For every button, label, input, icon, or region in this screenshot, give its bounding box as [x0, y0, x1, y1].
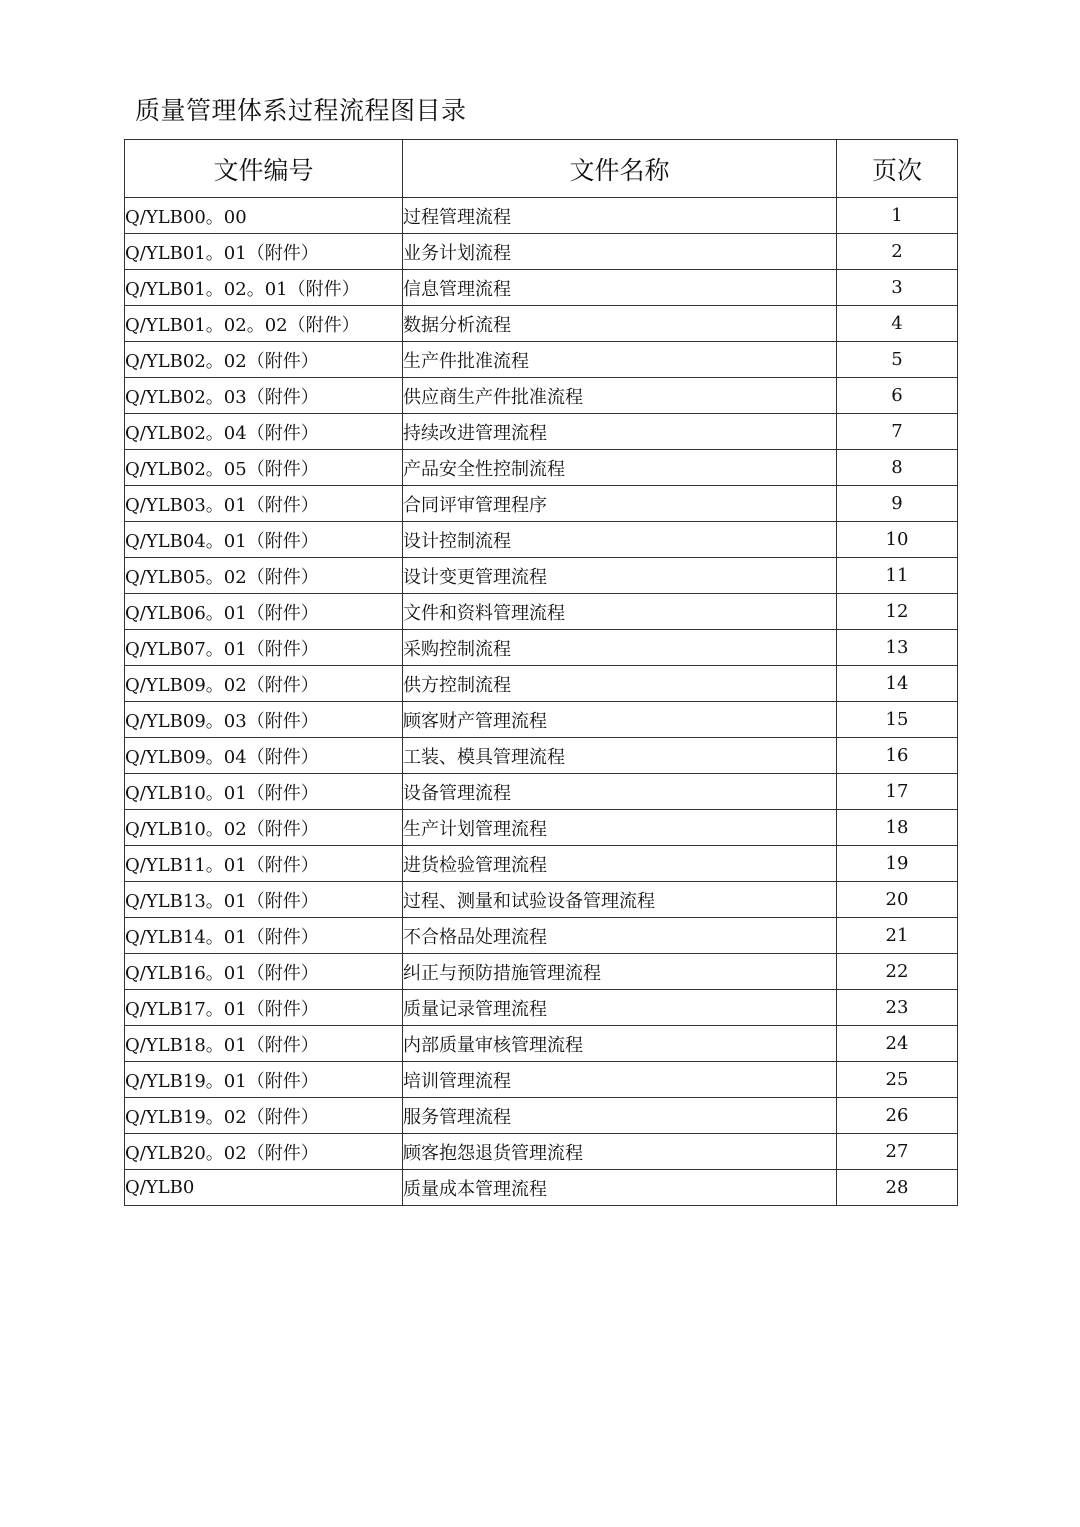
page-number-cell: 12 — [837, 594, 958, 630]
file-code-cell: Q/YLB09。02（附件） — [125, 666, 403, 702]
page-number-cell: 15 — [837, 702, 958, 738]
table-row — [125, 918, 958, 954]
file-name-cell: 供方控制流程 — [403, 666, 837, 702]
file-code-cell: Q/YLB09。04（附件） — [125, 738, 403, 774]
file-code-cell: Q/YLB03。01（附件） — [125, 486, 403, 522]
file-code-cell: Q/YLB11。01（附件） — [125, 846, 403, 882]
file-code-cell: Q/YLB01。02。02（附件） — [125, 306, 403, 342]
file-code-cell: Q/YLB19。02（附件） — [125, 1098, 403, 1134]
table-row — [125, 774, 958, 810]
table-row — [125, 702, 958, 738]
file-name-cell: 培训管理流程 — [403, 1062, 837, 1098]
file-code-cell: Q/YLB20。02（附件） — [125, 1134, 403, 1170]
table-row — [125, 1062, 958, 1098]
file-name-cell: 持续改进管理流程 — [403, 414, 837, 450]
file-code-cell: Q/YLB02。02（附件） — [125, 342, 403, 378]
file-code-cell: Q/YLB06。01（附件） — [125, 594, 403, 630]
file-name-cell: 顾客抱怨退货管理流程 — [403, 1134, 837, 1170]
page-number-cell: 5 — [837, 342, 958, 378]
table-row — [125, 954, 958, 990]
page-number-cell: 17 — [837, 774, 958, 810]
file-name-cell: 生产计划管理流程 — [403, 810, 837, 846]
file-name-cell: 数据分析流程 — [403, 306, 837, 342]
table-header-row — [125, 140, 958, 198]
page-number-cell: 9 — [837, 486, 958, 522]
page-number-cell: 7 — [837, 414, 958, 450]
page-number-cell: 27 — [837, 1134, 958, 1170]
file-code-cell: Q/YLB02。03（附件） — [125, 378, 403, 414]
page-number-cell: 26 — [837, 1098, 958, 1134]
file-code-cell: Q/YLB16。01（附件） — [125, 954, 403, 990]
table-row — [125, 198, 958, 234]
file-name-cell: 文件和资料管理流程 — [403, 594, 837, 630]
page-number-cell: 18 — [837, 810, 958, 846]
file-name-cell: 过程管理流程 — [403, 198, 837, 234]
header-file-code: 文件编号 — [125, 140, 403, 198]
file-code-cell: Q/YLB07。01（附件） — [125, 630, 403, 666]
file-code-cell: Q/YLB09。03（附件） — [125, 702, 403, 738]
page-number-cell: 14 — [837, 666, 958, 702]
page-number-cell: 11 — [837, 558, 958, 594]
table-row — [125, 1098, 958, 1134]
header-file-name: 文件名称 — [403, 140, 837, 198]
file-name-cell: 工装、模具管理流程 — [403, 738, 837, 774]
table-body — [125, 198, 958, 1206]
table-row — [125, 414, 958, 450]
page-number-cell: 19 — [837, 846, 958, 882]
file-code-cell: Q/YLB02。04（附件） — [125, 414, 403, 450]
file-code-cell: Q/YLB19。01（附件） — [125, 1062, 403, 1098]
catalog-table — [124, 139, 958, 1206]
table-row — [125, 342, 958, 378]
file-code-cell: Q/YLB14。01（附件） — [125, 918, 403, 954]
page-number-cell: 25 — [837, 1062, 958, 1098]
file-name-cell: 顾客财产管理流程 — [403, 702, 837, 738]
file-name-cell: 内部质量审核管理流程 — [403, 1026, 837, 1062]
table-row — [125, 1134, 958, 1170]
file-name-cell: 产品安全性控制流程 — [403, 450, 837, 486]
file-name-cell: 纠正与预防措施管理流程 — [403, 954, 837, 990]
table-row — [125, 810, 958, 846]
page-number-cell: 20 — [837, 882, 958, 918]
file-name-cell: 不合格品处理流程 — [403, 918, 837, 954]
file-code-cell: Q/YLB00。00 — [125, 198, 403, 234]
table-row — [125, 738, 958, 774]
page-number-cell: 28 — [837, 1170, 958, 1206]
file-name-cell: 生产件批准流程 — [403, 342, 837, 378]
page-number-cell: 23 — [837, 990, 958, 1026]
table-row — [125, 522, 958, 558]
page-number-cell: 22 — [837, 954, 958, 990]
page-number-cell: 16 — [837, 738, 958, 774]
table-row — [125, 846, 958, 882]
file-code-cell: Q/YLB17。01（附件） — [125, 990, 403, 1026]
page-number-cell: 3 — [837, 270, 958, 306]
file-name-cell: 业务计划流程 — [403, 234, 837, 270]
file-code-cell: Q/YLB01。02。01（附件） — [125, 270, 403, 306]
page-number-cell: 6 — [837, 378, 958, 414]
file-name-cell: 设计控制流程 — [403, 522, 837, 558]
table-row — [125, 378, 958, 414]
file-name-cell: 信息管理流程 — [403, 270, 837, 306]
table-row — [125, 306, 958, 342]
page-number-cell: 10 — [837, 522, 958, 558]
page-number-cell: 2 — [837, 234, 958, 270]
file-code-cell: Q/YLB0 — [125, 1170, 403, 1206]
table-row — [125, 630, 958, 666]
table-row — [125, 450, 958, 486]
page-number-cell: 8 — [837, 450, 958, 486]
table-row — [125, 882, 958, 918]
header-page: 页次 — [837, 140, 958, 198]
file-code-cell: Q/YLB10。01（附件） — [125, 774, 403, 810]
page-number-cell: 21 — [837, 918, 958, 954]
table-row — [125, 234, 958, 270]
file-name-cell: 采购控制流程 — [403, 630, 837, 666]
file-name-cell: 进货检验管理流程 — [403, 846, 837, 882]
page-number-cell: 1 — [837, 198, 958, 234]
file-code-cell: Q/YLB18。01（附件） — [125, 1026, 403, 1062]
file-code-cell: Q/YLB04。01（附件） — [125, 522, 403, 558]
file-name-cell: 服务管理流程 — [403, 1098, 837, 1134]
table-row — [125, 990, 958, 1026]
table-row — [125, 1026, 958, 1062]
table-row — [125, 594, 958, 630]
file-code-cell: Q/YLB02。05（附件） — [125, 450, 403, 486]
table-row — [125, 558, 958, 594]
file-name-cell: 质量成本管理流程 — [403, 1170, 837, 1206]
file-code-cell: Q/YLB01。01（附件） — [125, 234, 403, 270]
file-code-cell: Q/YLB13。01（附件） — [125, 882, 403, 918]
file-name-cell: 设备管理流程 — [403, 774, 837, 810]
table-row — [125, 486, 958, 522]
table-row — [125, 270, 958, 306]
table-row — [125, 666, 958, 702]
file-name-cell: 供应商生产件批准流程 — [403, 378, 837, 414]
file-name-cell: 过程、测量和试验设备管理流程 — [403, 882, 837, 918]
file-name-cell: 合同评审管理程序 — [403, 486, 837, 522]
page-number-cell: 13 — [837, 630, 958, 666]
file-name-cell: 质量记录管理流程 — [403, 990, 837, 1026]
file-name-cell: 设计变更管理流程 — [403, 558, 837, 594]
file-code-cell: Q/YLB10。02（附件） — [125, 810, 403, 846]
file-code-cell: Q/YLB05。02（附件） — [125, 558, 403, 594]
page-number-cell: 4 — [837, 306, 958, 342]
page-title: 质量管理体系过程流程图目录 — [135, 96, 467, 125]
page-number-cell: 24 — [837, 1026, 958, 1062]
table-row — [125, 1170, 958, 1206]
